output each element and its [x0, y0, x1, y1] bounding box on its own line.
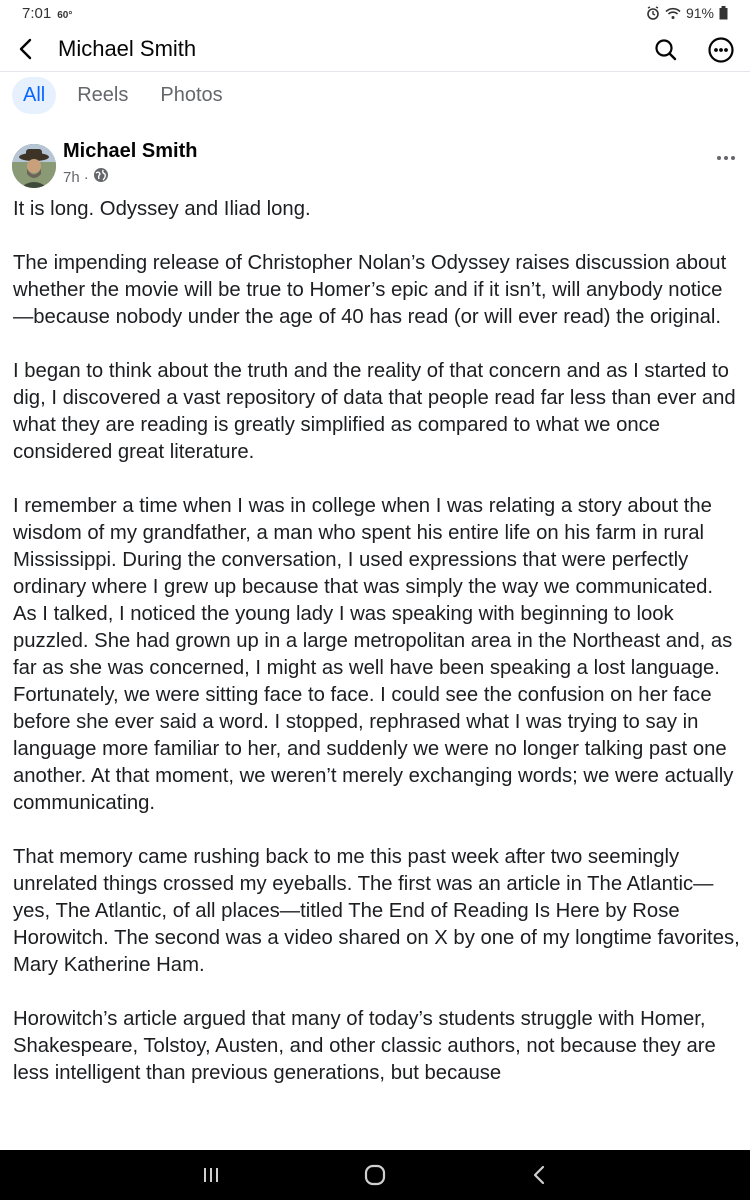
page-title: Michael Smith: [58, 36, 197, 61]
filter-tabs: [0, 72, 750, 118]
home-icon[interactable]: [362, 1162, 388, 1188]
status-left: [22, 5, 72, 22]
alarm-icon: [646, 6, 660, 20]
post-body: [13, 196, 741, 1114]
post-meta: [63, 167, 109, 187]
globe-icon: [93, 167, 109, 187]
tab-reels[interactable]: Reels: [77, 83, 129, 106]
status-bar: [0, 0, 750, 26]
meta-separator: ·: [83, 168, 89, 186]
back-arrow-icon[interactable]: [14, 36, 38, 62]
post-paragraph: The impending release of Christopher Nolan’s Odyssey raises discussion about whether the movie will be true to Homer’s epic and if it isn’t, will anybody notice—because nobody under the age of 40 has read (or will ever read) the original.: [13, 252, 727, 328]
post-paragraph: That memory came rushing back to me this past week after two seemingly unrelated things crossed my eyeballs. The first was an article in The Atlantic—yes, The Atlantic, of all places—titled The End of Reading Is Here by Rose Horowitch. The second was a video shared on X by one of my longtime favorites, Mary Katherine Ham.: [13, 846, 740, 976]
search-icon[interactable]: [653, 37, 679, 63]
system-nav-bar: [0, 1150, 750, 1200]
post-paragraph: I began to think about the truth and the reality of that concern and as I started to dig, I discovered a vast repository of data that people read far less than ever and what they are reading is greatly simplified as compared to what we once considered great literature.: [13, 360, 736, 463]
post-header: [0, 118, 750, 194]
avatar[interactable]: [12, 144, 56, 188]
tab-photos[interactable]: Photos: [160, 83, 223, 106]
status-temp: 60°: [57, 9, 73, 21]
back-nav-icon[interactable]: [527, 1162, 553, 1188]
post-author[interactable]: Michael Smith: [63, 140, 198, 162]
battery-icon: [719, 6, 728, 20]
recent-apps-icon[interactable]: [198, 1162, 224, 1188]
post-paragraph: Horowitch’s article argued that many of today’s students struggle with Homer, Shakespeare, Tolstoy, Austen, and other classic authors, not because they are less intelligent than previous generations, but because: [13, 1008, 716, 1084]
battery-level: 91%: [685, 5, 714, 21]
post-paragraph: It is long. Odyssey and Iliad long.: [13, 198, 311, 220]
more-options-icon[interactable]: [707, 36, 735, 64]
post-time[interactable]: 7h: [63, 168, 80, 186]
status-time: 7:01: [22, 4, 52, 22]
wifi-icon: [665, 7, 681, 20]
post-paragraph: I remember a time when I was in college when I was relating a story about the wisdom of my grandfather, a man who spent his entire life on his farm in rural Mississippi. During the conversation, I used expressions that were perfectly ordinary where I grew up because that was simply the way we communicated. As I talked, I noticed the young lady I was speaking with beginning to look puzzled. She had grown up in a large metropolitan area in the Northeast and, as far as she was concerned, I might as well have been speaking a lost language. Fortunately, we were sitting face to face. I could see the confusion on her face before she ever said a word. I stopped, rephrased what I was trying to say in language more familiar to her, and suddenly we were no longer talking past one another. At that moment, we weren’t merely exchanging words; we were actually communicating.: [13, 495, 734, 814]
tab-all[interactable]: All: [12, 77, 56, 114]
status-right: [646, 5, 728, 21]
top-app-bar: [0, 26, 750, 72]
post-options-icon[interactable]: [716, 148, 736, 166]
